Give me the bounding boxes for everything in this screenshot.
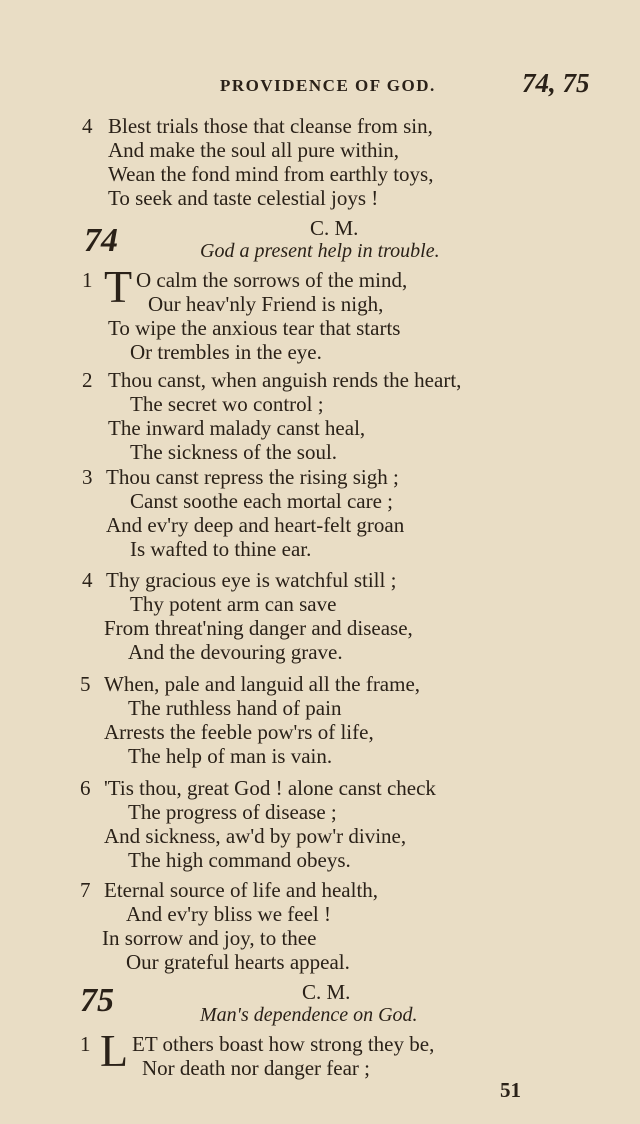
verse-line: To seek and taste celestial joys !: [108, 186, 379, 210]
stanza-number: 4: [82, 114, 93, 138]
stanza-number: 7: [80, 878, 91, 902]
hymn-meter: C. M.: [302, 980, 351, 1004]
verse-line: The secret wo control ;: [130, 392, 324, 416]
stanza-number: 1: [80, 1032, 91, 1056]
verse-line: Is wafted to thine ear.: [130, 537, 312, 561]
verse-line: And ev'ry bliss we feel !: [126, 902, 331, 926]
verse-line: And the devouring grave.: [128, 640, 343, 664]
verse-line: Arrests the feeble pow'rs of life,: [104, 720, 374, 744]
verse-line: Nor death nor danger fear ;: [142, 1056, 370, 1080]
verse-line: Thy gracious eye is watchful still ;: [106, 568, 397, 592]
verse-line: Thy potent arm can save: [130, 592, 337, 616]
verse-line: 'Tis thou, great God ! alone canst check: [104, 776, 436, 800]
stanza-number: 3: [82, 465, 93, 489]
verse-line: The ruthless hand of pain: [128, 696, 342, 720]
verse-line: Thou canst repress the rising sigh ;: [106, 465, 399, 489]
page-number: 51: [500, 1078, 521, 1102]
verse-line: And sickness, aw'd by pow'r divine,: [104, 824, 407, 848]
drop-cap: L: [100, 1025, 129, 1076]
verse-line: And make the soul all pure within,: [108, 138, 400, 162]
hymn-meter: C. M.: [310, 216, 359, 240]
verse-line: In sorrow and joy, to thee: [102, 926, 317, 950]
verse-line: And ev'ry deep and heart-felt groan: [106, 513, 405, 537]
verse-line: From threat'ning danger and disease,: [104, 616, 413, 640]
stanza-number: 4: [82, 568, 93, 592]
verse-line: ET others boast how strong they be,: [132, 1032, 435, 1056]
verse-line: The sickness of the soul.: [130, 440, 338, 464]
verse-line: The high command obeys.: [128, 848, 351, 872]
hymn-number: 74: [84, 222, 118, 259]
verse-line: The progress of disease ;: [128, 800, 337, 824]
verse-line: Eternal source of life and health,: [104, 878, 379, 902]
stanza-number: 6: [80, 776, 91, 800]
hymn-subtitle: God a present help in trouble.: [200, 240, 440, 262]
hymn-range: 74, 75: [522, 68, 590, 98]
verse-line: When, pale and languid all the frame,: [104, 672, 421, 696]
verse-line: Wean the fond mind from earthly toys,: [108, 162, 434, 186]
verse-line: Our grateful hearts appeal.: [126, 950, 350, 974]
hymn-subtitle: Man's dependence on God.: [200, 1004, 418, 1026]
verse-line: Canst soothe each mortal care ;: [130, 489, 393, 513]
verse-line: The help of man is vain.: [128, 744, 333, 768]
verse-line: The inward malady canst heal,: [108, 416, 366, 440]
stanza-number: 5: [80, 672, 91, 696]
verse-line: Blest trials those that cleanse from sin,: [108, 114, 433, 138]
verse-line: Thou canst, when anguish rends the heart,: [108, 368, 462, 392]
drop-cap: T: [104, 261, 133, 312]
verse-line: Or trembles in the eye.: [130, 340, 322, 364]
verse-line: O calm the sorrows of the mind,: [136, 268, 408, 292]
running-header: PROVIDENCE OF GOD.: [220, 76, 436, 95]
stanza-number: 1: [82, 268, 93, 292]
verse-line: To wipe the anxious tear that starts: [108, 316, 401, 340]
stanza-number: 2: [82, 368, 93, 392]
verse-line: Our heav'nly Friend is nigh,: [148, 292, 384, 316]
hymn-number: 75: [80, 982, 114, 1019]
